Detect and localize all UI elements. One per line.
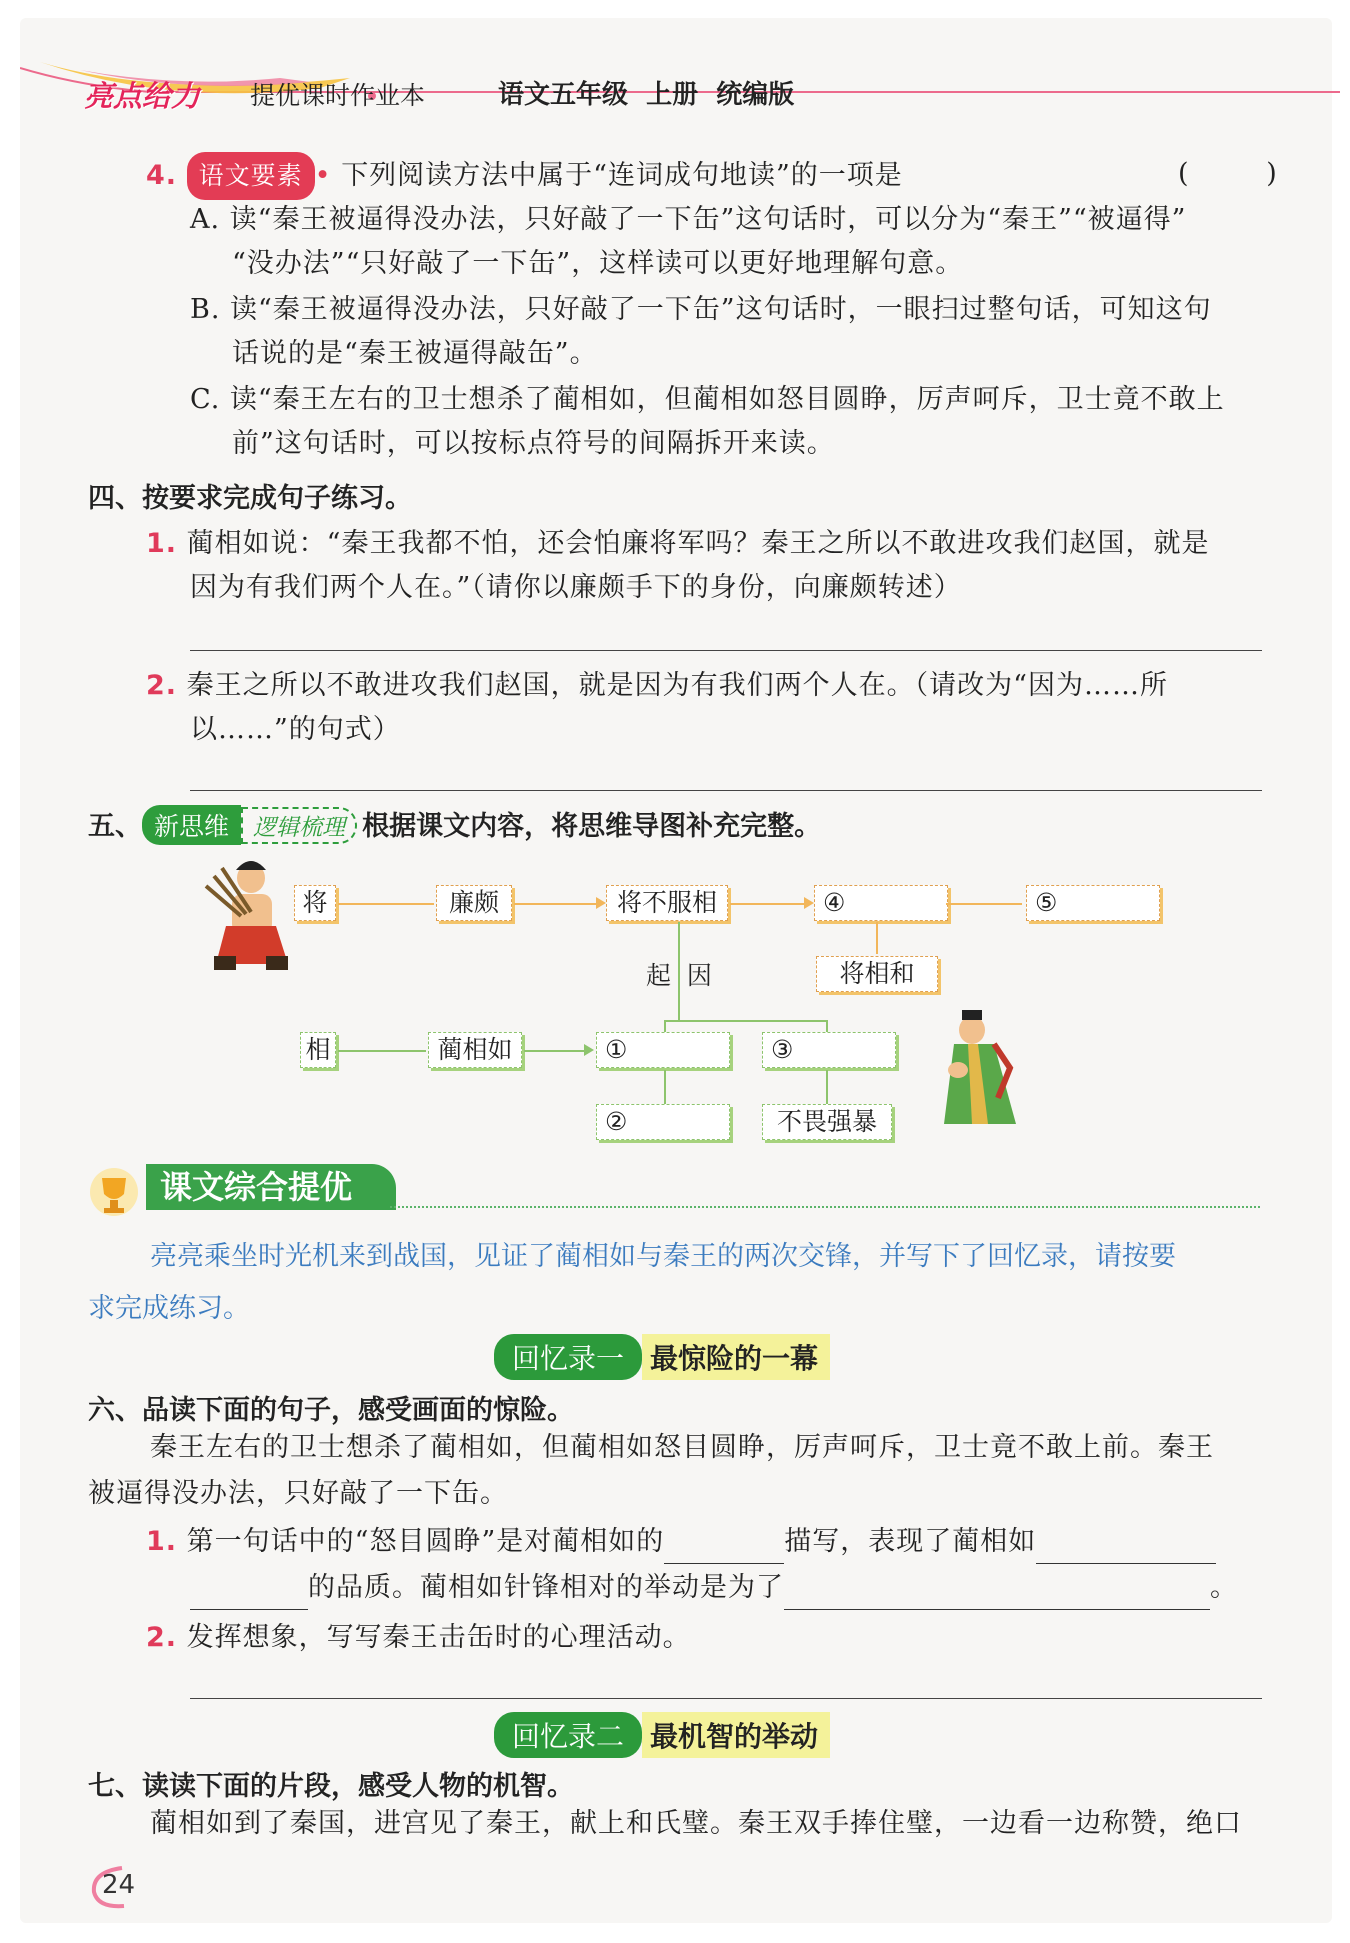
question-number: 2. [146, 1622, 178, 1653]
blank-node-2[interactable]: ② [596, 1104, 730, 1140]
s6-passage-line2: 被逼得没办法，只好敲了一下缶。 [88, 1478, 508, 1509]
s6-q2-text: 发挥想象，写写秦王击缶时的心理活动。 [186, 1622, 691, 1653]
option-a-line2: “没办法”“只好敲了一下缶”，这样读可以更好地理解句意。 [232, 248, 964, 279]
section-6-title: 六、品读下面的句子，感受画面的惊险。 [88, 1395, 574, 1426]
s7-passage-line1: 蔺相如到了秦国，进宫见了秦王，献上和氏璧。秦王双手捧住璧，一边看一边称赞，绝口 [150, 1808, 1242, 1839]
q4-stem: 下列阅读方法中属于“连词成句地读”的一项是 [341, 160, 903, 191]
memo-1-label: 回忆录一 [494, 1334, 642, 1380]
general-lianpo-illustration [196, 856, 296, 974]
header-subtitle: 提优课时作业本 [250, 81, 426, 110]
node-lianpo: 廉颇 [436, 885, 512, 921]
s4-q1-text1: 蔺相如说：“秦王我都不怕，还会怕廉将军吗？秦王之所以不敢进攻我们赵国，就是 [186, 528, 1210, 559]
option-b-line1: B. 读“秦王被逼得没办法，只好敲了一下缶”这句话时，一眼扫过整句话，可知这句 [190, 294, 1212, 325]
s6-passage-line1: 秦王左右的卫士想杀了蔺相如，但蔺相如怒目圆睁，厉声呵斥，卫士竟不敢上前。秦王 [150, 1432, 1214, 1463]
blank-node-3[interactable]: ③ [762, 1032, 896, 1068]
page-number: 24 [102, 1870, 136, 1900]
banner-title: 课文综合提优 [146, 1164, 396, 1210]
connector [664, 1020, 826, 1022]
header-book-info: 语文五年级 上册 统编版 [498, 80, 795, 110]
answer-line-s6-q2[interactable] [190, 1698, 1262, 1699]
question-number: 4. [146, 160, 178, 191]
node-fearless: 不畏强暴 [762, 1104, 892, 1140]
node-general: 将 [294, 885, 336, 921]
q4-line: 4. 语文要素 • 下列阅读方法中属于“连词成句地读”的一项是 [146, 152, 903, 200]
intro-line2: 求完成练习。 [88, 1293, 250, 1324]
option-c-line1: C. 读“秦王左右的卫士想杀了蔺相如，但蔺相如怒目圆睁，厉声呵斥，卫士竟不敢上 [190, 384, 1225, 415]
answer-line-s4-q2[interactable] [190, 790, 1262, 791]
memo-1-title: 最惊险的一幕 [642, 1334, 830, 1380]
s6-q1-line2 [190, 1566, 1238, 1610]
connector [338, 903, 434, 905]
section-5-title: 根据课文内容，将思维导图补充完整。 [362, 811, 822, 842]
section-7-title: 七、读读下面的片段，感受人物的机智。 [88, 1771, 574, 1802]
blank-node-1[interactable]: ① [596, 1032, 730, 1068]
s6-q1-text-a: 第一句话中的“怒目圆睁”是对蔺相如的 [186, 1526, 665, 1557]
question-number: 1. [146, 528, 178, 559]
s6-q1-text-b: 描写，表现了蔺相如 [784, 1526, 1037, 1557]
s4-q2-line1 [146, 664, 1168, 708]
banner-rule [390, 1206, 1260, 1208]
tag-language-element: 语文要素 [187, 152, 315, 200]
section-5-prefix: 五、 [88, 811, 142, 842]
brand-logo: 亮点给力 [84, 79, 201, 113]
node-lin-xiangru: 蔺相如 [428, 1032, 522, 1068]
memo-2-title: 最机智的举动 [642, 1712, 830, 1758]
memo-2-header [494, 1712, 830, 1758]
s6-q2-line [146, 1616, 691, 1660]
cause-label: 起 因 [646, 961, 712, 990]
connector [826, 1070, 828, 1104]
intro-line1: 亮亮乘坐时光机来到战国，见证了蔺相如与秦王的两次交锋，并写下了回忆录，请按要 [150, 1241, 1176, 1272]
tag-new-thinking: 新思维 [142, 805, 241, 845]
arrow [584, 1044, 594, 1056]
connector [524, 1050, 586, 1052]
option-c-line2: 前”这句话时，可以按标点符号的间隔拆开来读。 [232, 428, 835, 459]
connector [946, 903, 1022, 905]
node-general-disrespect: 将不服相 [606, 885, 728, 921]
section-5-title-row [88, 804, 821, 845]
option-b-line2: 话说的是“秦王被逼得敲缶”。 [232, 338, 598, 369]
blank-quality-1[interactable] [1036, 1533, 1216, 1564]
s4-q1-line2: 因为有我们两个人在。”（请你以廉颇手下的身份，向廉颇转述） [190, 572, 962, 603]
s4-q2-line2: 以……”的句式） [190, 714, 401, 745]
arrow [596, 897, 606, 909]
s4-q1-line1 [146, 522, 1209, 566]
connector [514, 903, 598, 905]
trophy-icon [88, 1166, 140, 1218]
s6-q1-end: 。 [1210, 1572, 1238, 1603]
connector [876, 922, 878, 954]
arrow [804, 897, 814, 909]
s4-q2-text1: 秦王之所以不敢进攻我们赵国，就是因为有我们两个人在。（请改为“因为……所 [186, 670, 1168, 701]
answer-paren[interactable]: ( ) [1178, 158, 1278, 189]
minister-lin-xiangru-illustration [928, 1008, 1028, 1128]
blank-purpose[interactable] [784, 1579, 1210, 1610]
tag-logic: 逻辑梳理 [241, 807, 357, 844]
memo-1-header [494, 1334, 830, 1380]
s6-q1-text-c: 的品质。蔺相如针锋相对的举动是为了 [308, 1572, 784, 1603]
node-reconciliation: 将相和 [816, 956, 938, 992]
blank-node-4[interactable]: ④ [814, 885, 948, 921]
question-number: 1. [146, 1526, 178, 1557]
node-minister: 相 [300, 1032, 336, 1068]
option-a-line1: A. 读“秦王被逼得没办法，只好敲了一下缶”这句话时，可以分为“秦王”“被逼得” [190, 204, 1187, 235]
connector [338, 1050, 426, 1052]
memo-2-label: 回忆录二 [494, 1712, 642, 1758]
answer-line-s4-q1[interactable] [190, 650, 1262, 651]
connector [730, 903, 806, 905]
section-4-title: 四、按要求完成句子练习。 [88, 483, 412, 514]
blank-description-type[interactable] [664, 1533, 784, 1564]
blank-quality-2[interactable] [190, 1579, 308, 1610]
question-number: 2. [146, 670, 178, 701]
blank-node-5[interactable]: ⑤ [1026, 885, 1160, 921]
connector [664, 1070, 666, 1104]
s6-q1-line1 [146, 1520, 1216, 1564]
